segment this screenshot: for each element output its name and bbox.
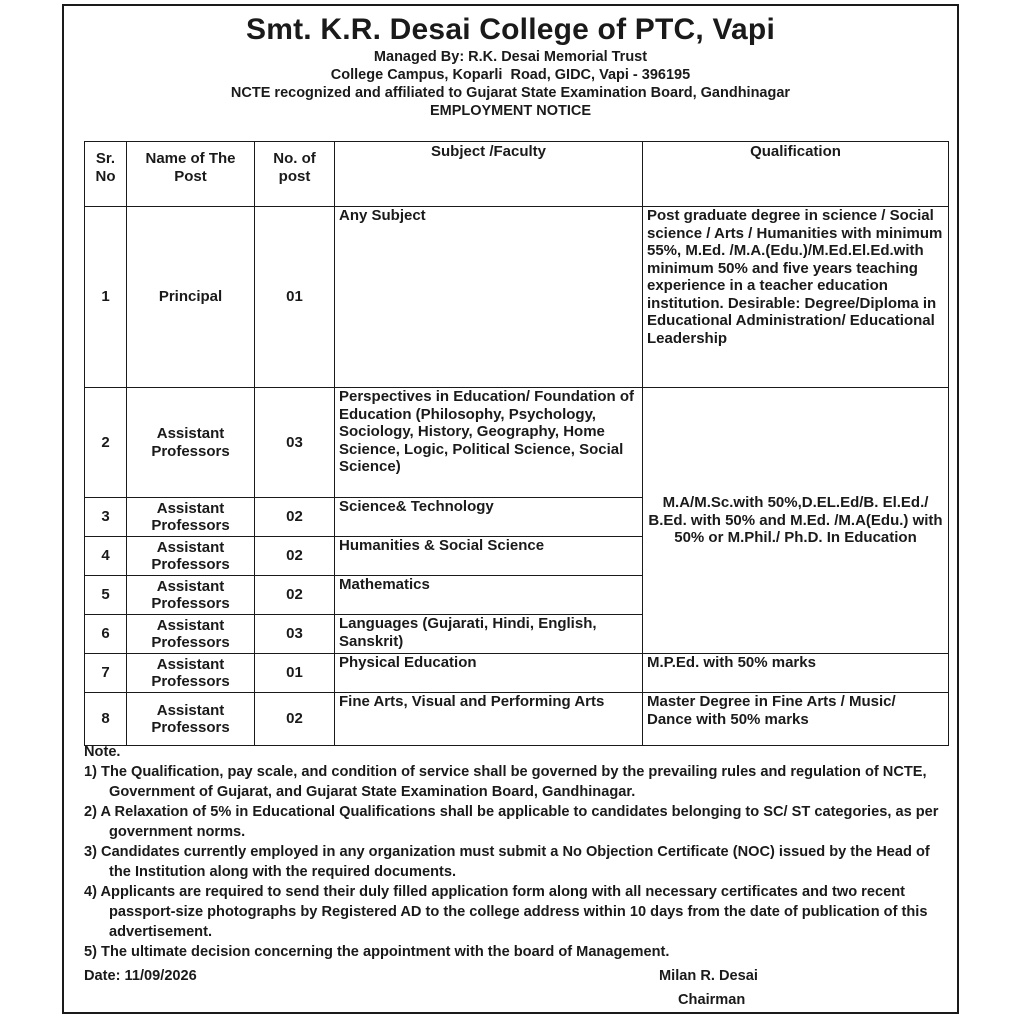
- college-title: Smt. K.R. Desai College of PTC, Vapi: [246, 13, 775, 46]
- subject-faculty: Languages (Gujarati, Hindi, English, Sanskrit): [335, 615, 643, 654]
- header-sr-no: Sr. No: [85, 142, 127, 207]
- header-post-count: No. of post: [255, 142, 335, 207]
- note-item: 2) A Relaxation of 5% in Educational Qualifications shall be applicable to candidates belonging to SC/ ST categories, as per government norms.: [84, 804, 939, 840]
- post-name: Assistant Professors: [127, 576, 255, 615]
- sr-no: 6: [85, 615, 127, 654]
- note-item: 4) Applicants are required to send their duly filled application form along with all necessary certificates and two recent passport-size photographs by Registered AD to the college address within 10 days from the date of publication of this advertisement.: [84, 884, 928, 940]
- table-row: [85, 654, 949, 693]
- posts-table: [84, 141, 949, 746]
- post-name: Assistant Professors: [127, 693, 255, 746]
- subject-faculty: Fine Arts, Visual and Performing Arts: [335, 693, 643, 746]
- post-name: Assistant Professors: [127, 654, 255, 693]
- subject-faculty: Any Subject: [335, 207, 643, 388]
- post-count: 01: [255, 654, 335, 693]
- header-post-name: Name of The Post: [127, 142, 255, 207]
- post-count: 03: [255, 388, 335, 498]
- subject-faculty: Mathematics: [335, 576, 643, 615]
- qualification: Master Degree in Fine Arts / Music/ Dance with 50% marks: [643, 693, 949, 746]
- notice-frame: [62, 4, 959, 1014]
- note-item: 3) Candidates currently employed in any organization must submit a No Objection Certificate (NOC) issued by the Head of the Institution along with the required documents.: [84, 844, 930, 880]
- post-count: 01: [255, 207, 335, 388]
- sr-no: 8: [85, 693, 127, 746]
- post-count: 02: [255, 693, 335, 746]
- sr-no: 3: [85, 498, 127, 537]
- qualification: Post graduate degree in science / Social science / Arts / Humanities with minimum 55%, M.Ed. /M.A.(Edu.)/M.Ed.El.Ed.with minimum 50% and five years teaching experience in a teacher education institution. Desirable: Degree/Diploma in Educational Administration/ Educational Leadership: [643, 207, 949, 388]
- table-row: [85, 693, 949, 746]
- note-item: 1) The Qualification, pay scale, and condition of service shall be governed by the prevailing rules and regulation of NCTE, Government of Gujarat, and Gujarat State Examination Board, Gandhinagar.: [84, 764, 927, 800]
- recognition-line: NCTE recognized and affiliated to Gujarat State Examination Board, Gandhinagar: [230, 85, 791, 101]
- sr-no: 4: [85, 537, 127, 576]
- signatory-name: Milan R. Desai: [659, 968, 758, 984]
- notice-date: Date: 11/09/2026: [84, 968, 197, 984]
- table-row: [85, 207, 949, 388]
- post-name: Principal: [127, 207, 255, 388]
- post-name: Assistant Professors: [127, 498, 255, 537]
- signatory-designation: Chairman: [678, 992, 746, 1008]
- header-qualification: Qualification: [643, 142, 949, 207]
- subject-faculty: Physical Education: [335, 654, 643, 693]
- notes-heading: Note.: [84, 744, 121, 760]
- subject-faculty: Humanities & Social Science: [335, 537, 643, 576]
- post-count: 02: [255, 576, 335, 615]
- sr-no: 7: [85, 654, 127, 693]
- post-name: Assistant Professors: [127, 537, 255, 576]
- sr-no: 5: [85, 576, 127, 615]
- post-count: 03: [255, 615, 335, 654]
- qualification: M.P.Ed. with 50% marks: [643, 654, 949, 693]
- table-header-row: [85, 142, 949, 207]
- header-subject: Subject /Faculty: [335, 142, 643, 207]
- sr-no: 2: [85, 388, 127, 498]
- college-address: College Campus, Koparli Road, GIDC, Vapi - 396195: [330, 67, 691, 83]
- notes-section: [84, 742, 949, 962]
- sr-no: 1: [85, 207, 127, 388]
- notice-header: [64, 12, 957, 120]
- subject-faculty: Science& Technology: [335, 498, 643, 537]
- post-name: Assistant Professors: [127, 388, 255, 498]
- table-row: [85, 388, 949, 498]
- post-count: 02: [255, 537, 335, 576]
- shared-qualification: M.A/M.Sc.with 50%,D.EL.Ed/B. El.Ed./ B.Ed. with 50% and M.Ed. /M.A(Edu.) with 50% or M.Phil./ Ph.D. In Education: [643, 388, 949, 654]
- note-item: 5) The ultimate decision concerning the appointment with the board of Management.: [84, 944, 670, 960]
- subject-faculty: Perspectives in Education/ Foundation of Education (Philosophy, Psychology, Sociology, History, Geography, Home Science, Logic, Political Science, Social Science): [335, 388, 643, 498]
- post-count: 02: [255, 498, 335, 537]
- managed-by: Managed By: R.K. Desai Memorial Trust: [373, 49, 648, 65]
- post-name: Assistant Professors: [127, 615, 255, 654]
- notice-heading: EMPLOYMENT NOTICE: [429, 103, 592, 119]
